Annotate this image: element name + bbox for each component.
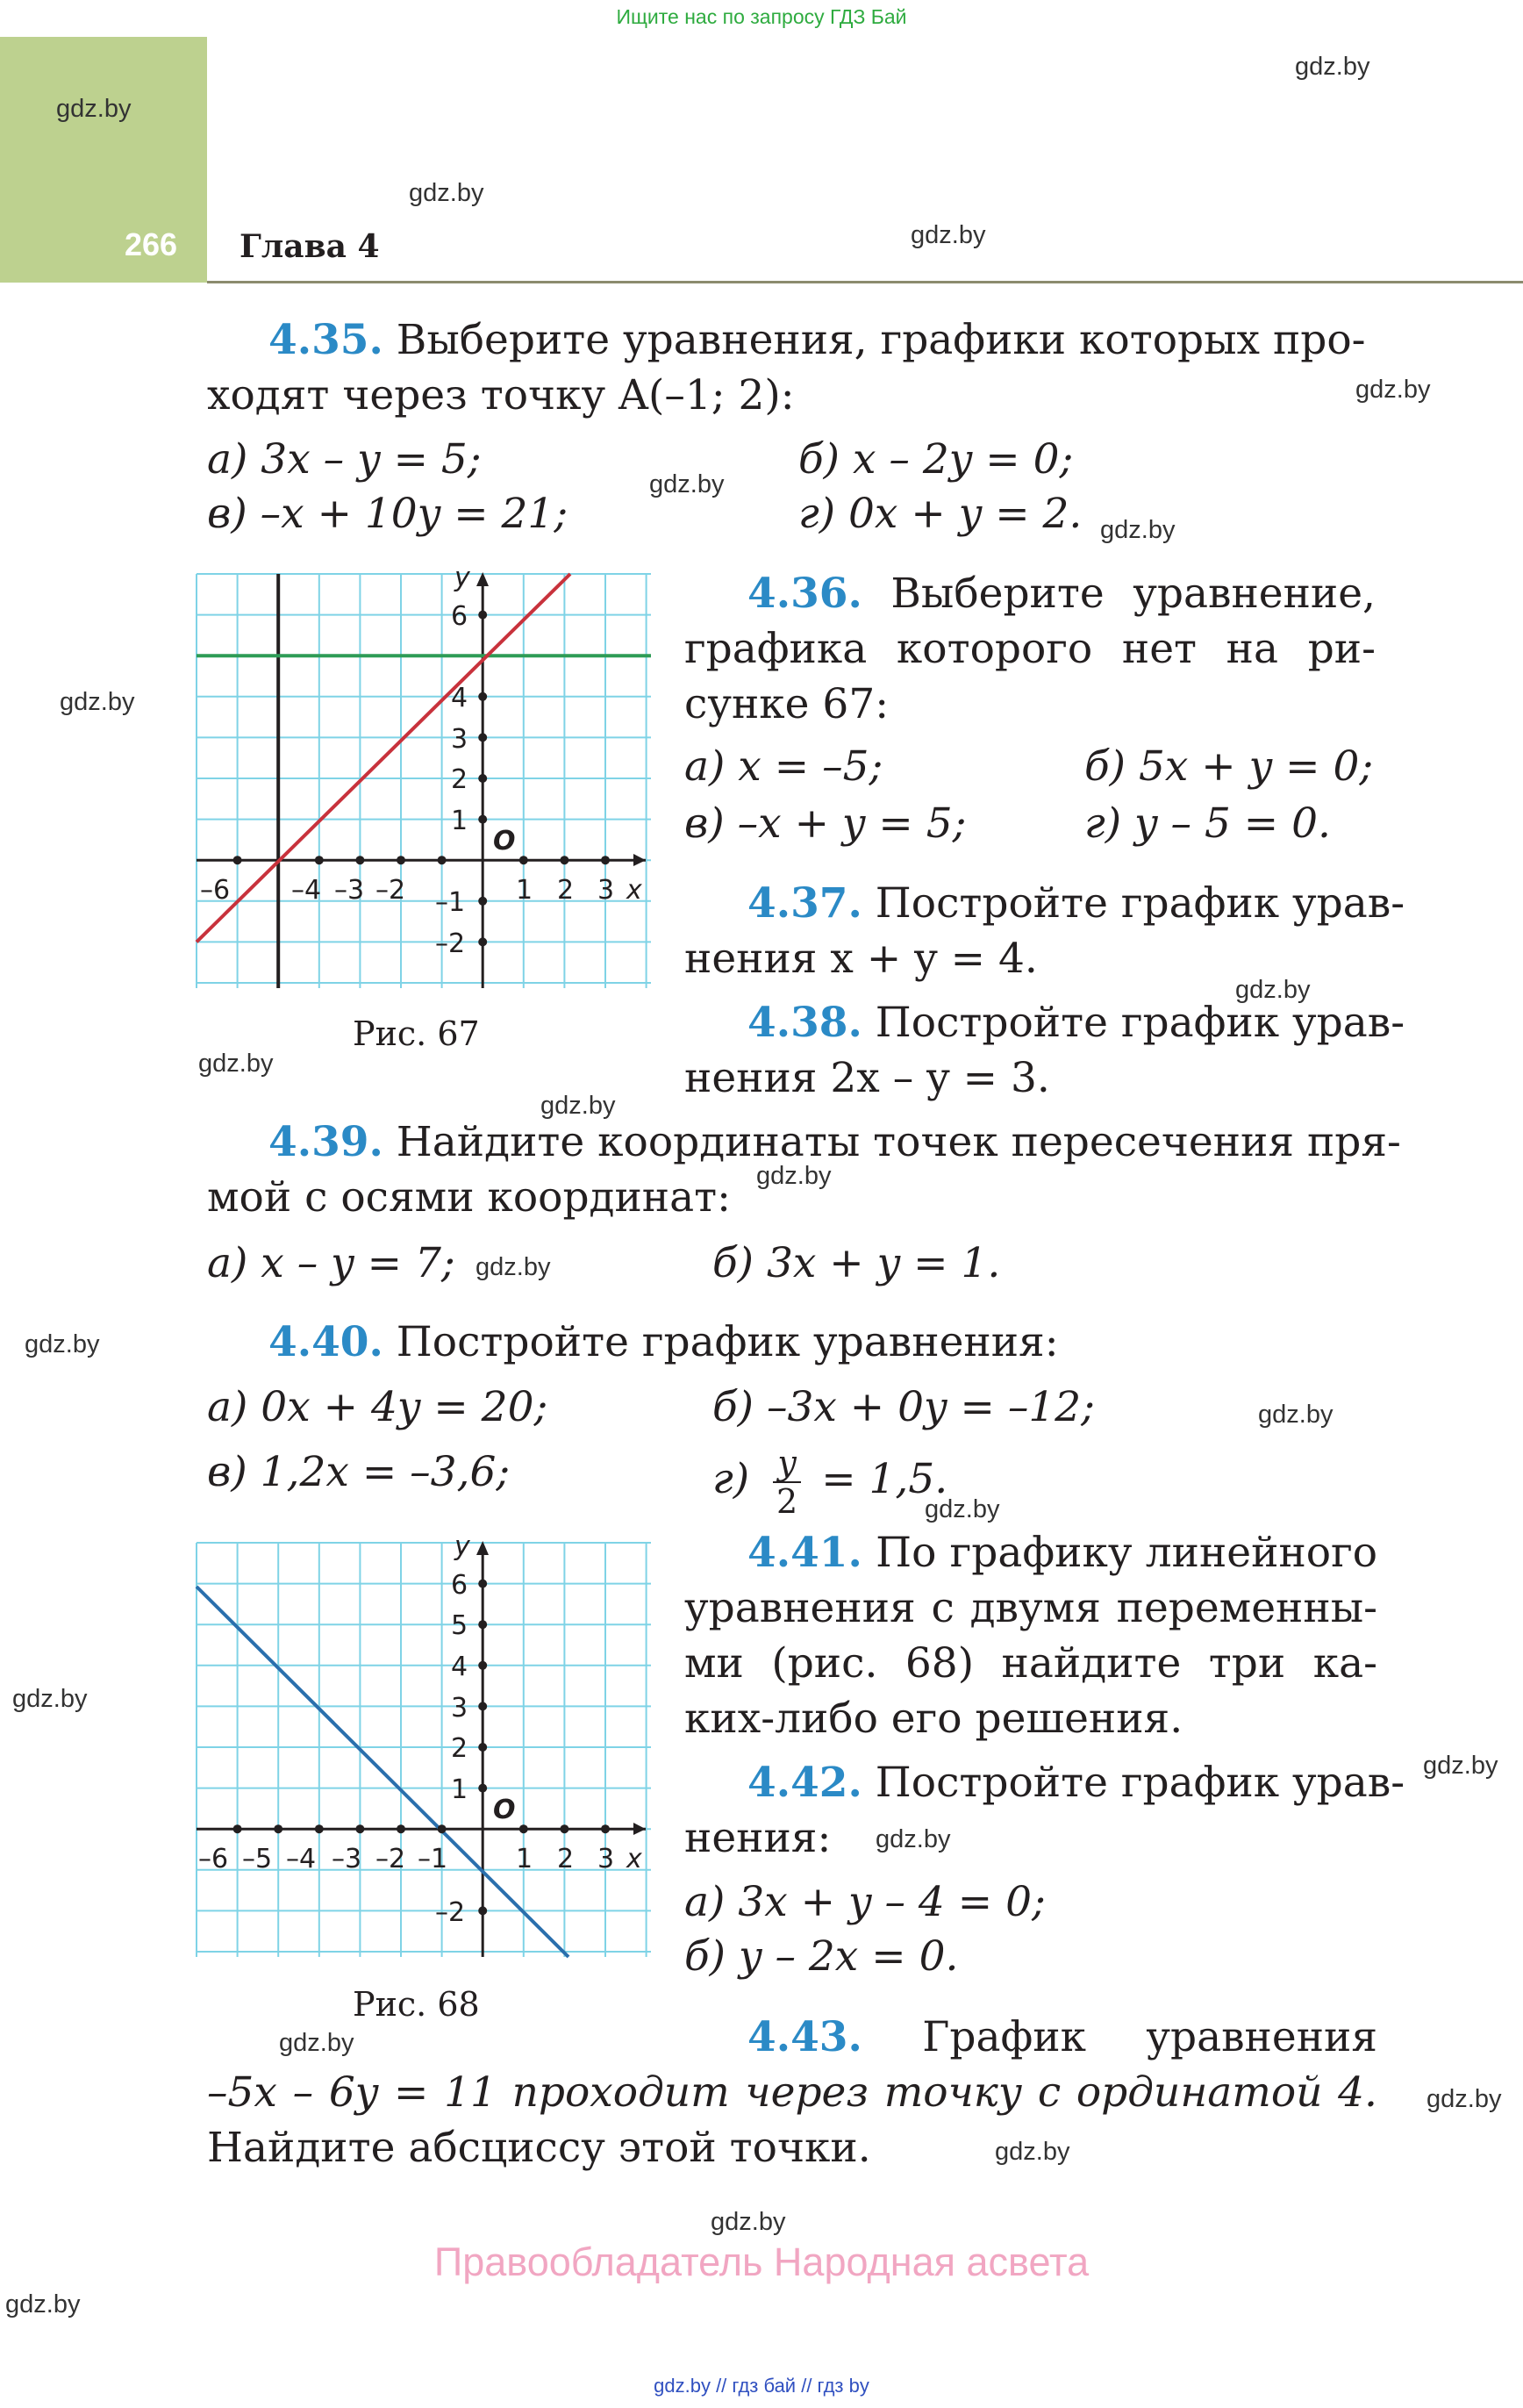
x-axis-label: x <box>626 875 642 906</box>
problem-4-35-option-a: а) 3x – y = 5; <box>207 435 482 484</box>
top-banner[interactable]: Ищите нас по запросу ГДЗ Бай <box>616 5 907 28</box>
grid <box>197 1543 651 1957</box>
problem-4-36-line1: 4.36. Выберите уравнение, <box>747 570 1376 618</box>
figure-68-graph <box>191 1536 656 1966</box>
figure-68-caption: Рис. 68 <box>353 1985 480 2024</box>
problem-4-35-option-b: б) x – 2y = 0; <box>798 435 1074 484</box>
copyright-notice: Правообладатель Народная асвета <box>433 2240 1090 2284</box>
watermark: gdz.by <box>409 179 484 207</box>
watermark: gdz.by <box>649 470 725 498</box>
problem-4-37-line2: нения x + y = 4. <box>684 935 1038 983</box>
watermark: gdz.by <box>1426 2085 1502 2113</box>
watermark: gdz.by <box>475 1253 551 1281</box>
problem-4-43-line2: –5x – 6y = 11 проходит через точку с ординатой 4. <box>207 2068 1377 2117</box>
y-tick-label: –1 <box>435 887 466 918</box>
y-tick-label: 2 <box>451 1733 468 1764</box>
problem-4-39-line2: мой с осями координат: <box>207 1173 731 1222</box>
x-tick-label: –3 <box>332 1844 362 1874</box>
watermark: gdz.by <box>12 1685 88 1713</box>
x-tick-label: –2 <box>375 1844 406 1874</box>
problem-4-42-line1: 4.42. Постройте график урав- <box>747 1759 1405 1807</box>
watermark: gdz.by <box>1295 53 1370 81</box>
x-axis-arrow-icon <box>633 1823 646 1835</box>
problem-number: 4.38. <box>747 999 862 1047</box>
watermark: gdz.by <box>711 2208 786 2236</box>
x-tick-label: 2 <box>557 875 575 906</box>
problem-number: 4.40. <box>268 1318 383 1366</box>
watermark: gdz.by <box>5 2290 81 2318</box>
problem-4-38-line2: нения 2x – y = 3. <box>684 1054 1050 1102</box>
fraction-numerator: y <box>773 1444 801 1483</box>
x-tick-label: –1 <box>418 1844 448 1874</box>
problem-number: 4.42. <box>747 1759 862 1807</box>
origin-label: O <box>493 1795 516 1825</box>
y-tick-label: 2 <box>451 764 468 795</box>
problem-4-42-option-b: б) y – 2x = 0. <box>684 1932 959 1981</box>
problem-4-35-option-d: г) 0x + y = 2. <box>798 490 1083 538</box>
problem-4-40-option-b: б) –3x + 0y = –12; <box>712 1383 1095 1431</box>
watermark: gdz.by <box>25 1330 100 1358</box>
y-tick-label: –2 <box>435 1897 466 1928</box>
x-tick-label: –6 <box>200 875 231 906</box>
axes <box>197 579 646 988</box>
watermark: gdz.by <box>876 1825 951 1853</box>
y-tick-label: 3 <box>451 724 468 755</box>
watermark: gdz.by <box>198 1050 274 1078</box>
problem-4-39-line1: 4.39. Найдите координаты точек пересечения пря- <box>268 1118 1401 1166</box>
watermark: gdz.by <box>911 221 986 249</box>
figure-67-graph <box>191 567 656 997</box>
x-tick-label: –4 <box>291 875 322 906</box>
x-axis-arrow-icon <box>633 854 646 866</box>
y-tick-label: 4 <box>451 683 468 713</box>
problem-number: 4.36. <box>747 570 862 618</box>
x-tick-label: 3 <box>597 1844 615 1874</box>
x-tick-label: 1 <box>516 1844 533 1874</box>
x-tick-label: –6 <box>198 1844 229 1874</box>
problem-4-39-option-b: б) 3x + y = 1. <box>712 1239 1001 1287</box>
y-tick-label: 4 <box>451 1652 468 1682</box>
watermark: gdz.by <box>60 688 135 716</box>
problem-4-42-option-a: а) 3x + y – 4 = 0; <box>684 1878 1046 1926</box>
problem-4-43-line1: 4.43. График уравнения <box>747 2013 1377 2061</box>
y-tick-label: 1 <box>451 806 468 836</box>
watermark: gdz.by <box>1355 376 1431 404</box>
problem-4-40-option-a: а) 0x + 4y = 20; <box>207 1383 548 1431</box>
problem-number: 4.35. <box>268 316 383 364</box>
problem-4-39-option-a: а) x – y = 7; <box>207 1239 455 1287</box>
problem-4-37-line1: 4.37. Постройте график урав- <box>747 879 1405 928</box>
x-tick-label: –3 <box>334 875 365 906</box>
problem-4-41-line4: ких-либо его решения. <box>684 1695 1183 1743</box>
watermark: gdz.by <box>56 95 132 123</box>
y-tick-label: 5 <box>451 1610 468 1641</box>
bottom-links[interactable]: gdz.by // гдз бай // гдз by <box>654 2375 869 2397</box>
problem-4-36-line3: сунке 67: <box>684 680 890 728</box>
problem-4-35-line2: ходят через точку A(–1; 2): <box>207 371 795 419</box>
x-tick-label: 1 <box>516 875 533 906</box>
problem-4-40-line1: 4.40. Постройте график уравнения: <box>268 1318 1059 1366</box>
y-tick-label: 6 <box>451 601 468 632</box>
fraction-denominator: 2 <box>776 1482 798 1521</box>
watermark: gdz.by <box>995 2138 1070 2166</box>
problem-4-35-line1: 4.35. Выберите уравнения, графики которых про- <box>268 316 1366 364</box>
chapter-title: Глава 4 <box>240 228 380 265</box>
watermark: gdz.by <box>756 1162 832 1190</box>
problem-4-36-option-c: в) –x + y = 5; <box>684 799 967 848</box>
problem-4-36-option-d: г) y – 5 = 0. <box>1084 799 1331 848</box>
problem-4-40-option-c: в) 1,2x = –3,6; <box>207 1448 511 1496</box>
problem-4-36-option-a: а) x = –5; <box>684 742 883 791</box>
problem-number: 4.39. <box>268 1118 383 1166</box>
watermark: gdz.by <box>540 1092 616 1120</box>
problem-number: 4.37. <box>747 879 862 928</box>
origin-label: O <box>493 826 516 856</box>
problem-number: 4.41. <box>747 1529 862 1577</box>
problem-4-38-line1: 4.38. Постройте график урав- <box>747 999 1405 1047</box>
problem-4-42-line2: нения: <box>684 1814 832 1862</box>
problem-4-35-option-c: в) –x + 10y = 21; <box>207 490 568 538</box>
header-rule <box>207 281 1523 283</box>
problem-4-36-line2: графика которого нет на ри- <box>684 625 1376 673</box>
x-tick-label: –2 <box>375 875 406 906</box>
x-tick-label: –4 <box>286 1844 317 1874</box>
problem-4-43-line3: Найдите абсциссу этой точки. <box>207 2124 871 2172</box>
x-tick-label: 2 <box>557 1844 575 1874</box>
figure-67-caption: Рис. 67 <box>353 1014 480 1053</box>
y-tick-label: –2 <box>435 928 466 959</box>
watermark: gdz.by <box>1258 1401 1334 1429</box>
watermark: gdz.by <box>1100 516 1176 544</box>
problem-4-40-option-d: г) $\frac{y}{2}$ = 1,5. <box>712 1444 948 1521</box>
watermark: gdz.by <box>925 1495 1000 1523</box>
problem-4-36-option-b: б) 5x + y = 0; <box>1084 742 1374 791</box>
axes <box>197 1548 646 1957</box>
y-tick-label: 3 <box>451 1693 468 1724</box>
watermark: gdz.by <box>1235 976 1311 1004</box>
y-axis-label: y <box>454 1536 470 1562</box>
grid <box>197 574 651 988</box>
problem-4-41-line1: 4.41. По графику линейного <box>747 1529 1377 1577</box>
watermark: gdz.by <box>279 2029 354 2057</box>
page-number: 266 <box>125 226 178 262</box>
x-tick-label: 3 <box>597 875 615 906</box>
watermark: gdz.by <box>1423 1752 1498 1780</box>
y-axis-label: y <box>454 567 470 593</box>
problem-4-41-line2: уравнения с двумя переменны- <box>684 1584 1377 1632</box>
y-tick-label: 6 <box>451 1570 468 1601</box>
y-tick-label: 1 <box>451 1774 468 1805</box>
line-y-minus-x-minus-1 <box>197 1587 568 1957</box>
problem-number: 4.43. <box>747 2013 862 2061</box>
problem-4-41-line3: ми (рис. 68) найдите три ка- <box>684 1639 1377 1688</box>
x-axis-label: x <box>626 1844 642 1874</box>
x-tick-label: –5 <box>242 1844 273 1874</box>
